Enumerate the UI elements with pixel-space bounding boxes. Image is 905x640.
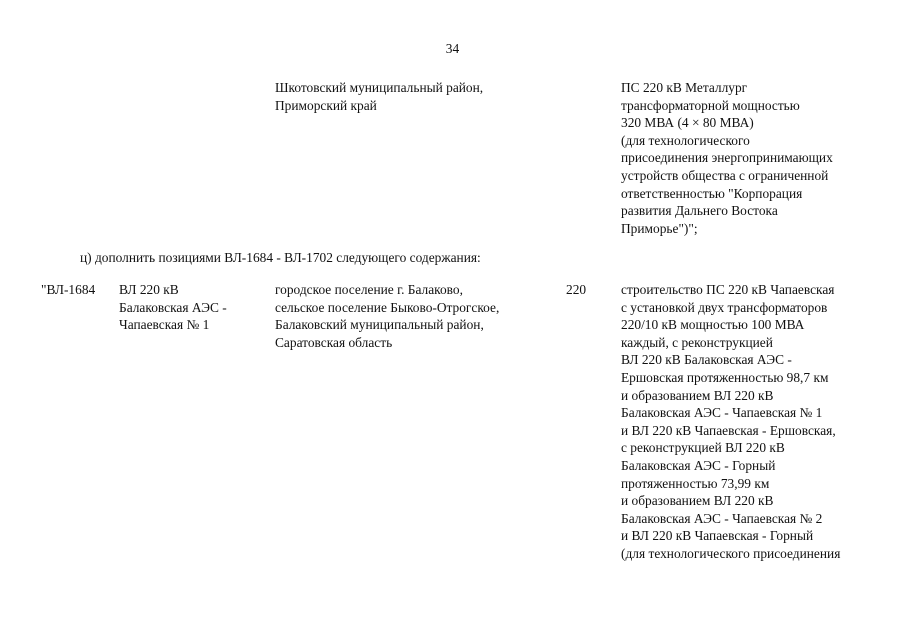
text-line: и ВЛ 220 кВ Чапаевская - Ершовская, — [621, 422, 836, 438]
text-line: и образованием ВЛ 220 кВ — [621, 493, 774, 509]
text-line: Балаковская АЭС - — [119, 299, 227, 315]
text-line: Чапаевская № 1 — [119, 317, 210, 333]
text-line: Балаковская АЭС - Чапаевская № 1 — [621, 405, 823, 421]
row-location — [275, 281, 499, 351]
row-line-name — [119, 281, 227, 334]
text-line: сельское поселение Быково-Отрогское, — [275, 299, 500, 315]
row-purpose — [621, 281, 840, 563]
text-line: ПС 220 кВ Металлург — [621, 80, 748, 95]
prev-row-purpose — [621, 79, 833, 237]
row-code: "ВЛ-1684 — [41, 282, 96, 297]
text-line: (для технологического присоединения — [621, 545, 841, 561]
text-line: каждый, с реконструкцией — [621, 334, 773, 350]
text-line: городское поселение г. Балаково, — [275, 282, 463, 297]
text-line: Приморский край — [275, 97, 377, 113]
text-line: с установкой двух трансформаторов — [621, 299, 828, 315]
text-line: ответственностью "Корпорация — [621, 185, 803, 201]
text-line: и ВЛ 220 кВ Чапаевская - Горный — [621, 528, 814, 544]
text-line: ВЛ 220 кВ Балаковская АЭС - — [621, 352, 792, 368]
text-line: и образованием ВЛ 220 кВ — [621, 387, 774, 403]
text-line: Балаковский муниципальный район, — [275, 317, 484, 333]
text-line: Шкотовский муниципальный район, — [275, 80, 484, 95]
prev-row-location — [275, 79, 483, 114]
text-line: строительство ПС 220 кВ Чапаевская — [621, 282, 835, 297]
text-line: Балаковская АЭС - Чапаевская № 2 — [621, 510, 823, 526]
text-line: ВЛ 220 кВ — [119, 282, 179, 297]
text-line: Саратовская область — [275, 334, 393, 350]
text-line: Приморье")"; — [621, 220, 698, 236]
text-line: протяженностью 73,99 км — [621, 475, 770, 491]
row-voltage: 220 — [566, 282, 587, 297]
text-line: с реконструкцией ВЛ 220 кВ — [621, 440, 785, 456]
text-line: присоединения энергопринимающих — [621, 150, 833, 166]
text-line: 220/10 кВ мощностью 100 МВА — [621, 317, 805, 333]
text-line: 320 МВА (4 × 80 МВА) — [621, 115, 754, 131]
page-number: 34 — [445, 41, 460, 56]
text-line: трансформаторной мощностью — [621, 97, 800, 113]
text-line: Ершовская протяженностью 98,7 км — [621, 369, 829, 385]
text-line: устройств общества с ограниченной — [621, 167, 829, 183]
amendment-instruction: ц) дополнить позициями ВЛ-1684 - ВЛ-1702 следующего содержания: — [80, 250, 481, 265]
text-line: развития Дальнего Востока — [621, 203, 778, 219]
text-line: Балаковская АЭС - Горный — [621, 457, 776, 473]
text-line: (для технологического — [621, 132, 750, 148]
